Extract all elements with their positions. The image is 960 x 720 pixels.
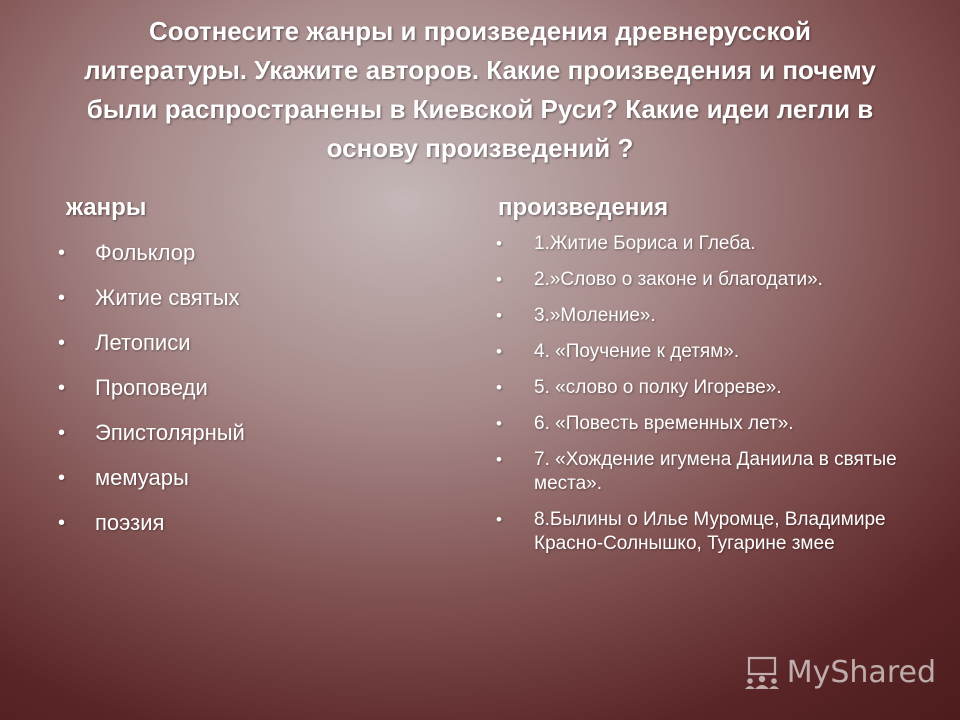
genre-item [58, 326, 438, 360]
classroom-icon [743, 656, 781, 690]
work-label: 5. «слово о полку Игореве». [534, 377, 782, 398]
work-label: 1.Житие Бориса и Глеба. [534, 233, 756, 254]
bullet-icon: • [496, 510, 502, 529]
genre-label: поэзия [95, 510, 165, 535]
genre-item [58, 461, 438, 495]
work-item [496, 340, 916, 364]
work-item [496, 268, 916, 292]
bullet-icon: • [496, 234, 502, 253]
genre-item [58, 236, 438, 270]
work-item [496, 412, 916, 436]
work-item [496, 376, 916, 400]
bullet-icon: • [496, 414, 502, 433]
slide-title: Соотнесите жанры и произведения древнерусской литературы. Укажите авторов. Какие произведения и почему были распространены в Киевской Руси? Какие идеи легли в основу произведений ? [84, 16, 876, 163]
work-label: 7. «Хождение игумена Даниила в святые места». [534, 449, 897, 494]
genre-label: мемуары [95, 465, 189, 490]
bullet-icon: • [496, 378, 502, 397]
genre-label: Житие святых [95, 285, 240, 310]
bullet-icon: • [58, 287, 66, 309]
bullet-icon: • [58, 332, 66, 354]
bullet-icon: • [496, 306, 502, 325]
work-item [496, 448, 916, 496]
bullet-icon: • [58, 422, 66, 444]
genre-item [58, 281, 438, 315]
watermark-logo [743, 655, 936, 690]
work-label: 2.»Слово о законе и благодати». [534, 269, 823, 290]
work-label: 4. «Поучение к детям». [534, 341, 740, 362]
bullet-icon: • [496, 450, 502, 469]
genre-label: Эпистолярный [95, 420, 245, 445]
genres-heading: жанры [66, 194, 147, 221]
genre-label: Летописи [95, 330, 191, 355]
works-list [496, 232, 916, 568]
work-label: 6. «Повесть временных лет». [534, 413, 794, 434]
genre-item [58, 416, 438, 450]
genres-list [58, 236, 438, 551]
watermark-text: MyShared [786, 655, 936, 690]
work-item [496, 508, 916, 556]
genre-item [58, 371, 438, 405]
work-item [496, 304, 916, 328]
work-label: 3.»Моление». [534, 305, 656, 326]
work-item [496, 232, 916, 256]
genre-label: Фольклор [95, 240, 196, 265]
bullet-icon: • [58, 242, 66, 264]
bullet-icon: • [58, 467, 66, 489]
genre-item [58, 506, 438, 540]
genre-label: Проповеди [95, 375, 208, 400]
work-label: 8.Былины о Илье Муромце, Владимире Красно-Солнышко, Тугарине змее [534, 509, 886, 554]
bullet-icon: • [58, 377, 66, 399]
bullet-icon: • [58, 512, 66, 534]
bullet-icon: • [496, 270, 502, 289]
bullet-icon: • [496, 342, 502, 361]
works-heading: произведения [498, 194, 669, 221]
